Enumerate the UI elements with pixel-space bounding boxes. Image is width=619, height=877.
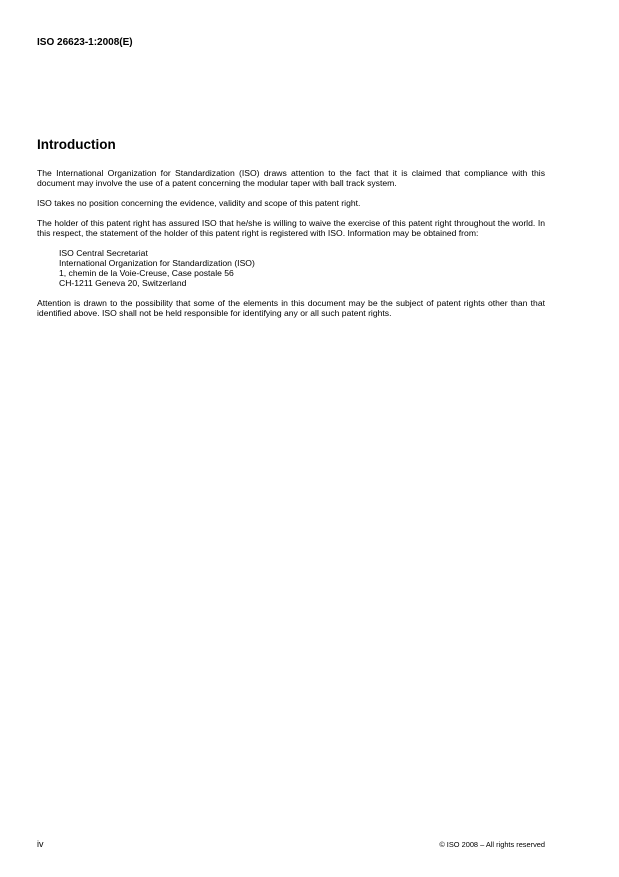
no-position-paragraph: ISO takes no position concerning the evidence, validity and scope of this patent right. xyxy=(37,198,361,208)
section-title: Introduction xyxy=(37,137,116,152)
patent-notice-paragraph: The International Organization for Standardization (ISO) draws attention to the fact that it is claimed that compliance with this document may involve the use of a patent concerning the modular taper with ball track system. xyxy=(37,168,545,188)
address-line: CH-1211 Geneva 20, Switzerland xyxy=(59,278,187,288)
address-line: ISO Central Secretariat xyxy=(59,248,148,258)
address-line: International Organization for Standardization (ISO) xyxy=(59,258,255,268)
document-reference-header: ISO 26623-1:2008(E) xyxy=(37,37,133,48)
copyright-notice: © ISO 2008 – All rights reserved xyxy=(439,840,545,849)
introduction-section xyxy=(37,136,545,328)
page-number: iv xyxy=(37,839,44,849)
contact-address-block xyxy=(59,248,545,288)
address-line: 1, chemin de la Voie-Creuse, Case postale 56 xyxy=(59,268,234,278)
holder-assurance-paragraph: The holder of this patent right has assured ISO that he/she is willing to waive the exercise of this patent right throughout the world. In this respect, the statement of the holder of this patent right is registered with ISO. Information may be obtained from: xyxy=(37,218,545,238)
other-rights-paragraph: Attention is drawn to the possibility that some of the elements in this document may be the subject of patent rights other than that identified above. ISO shall not be held responsible for identifying any or all such patent rights. xyxy=(37,298,545,318)
